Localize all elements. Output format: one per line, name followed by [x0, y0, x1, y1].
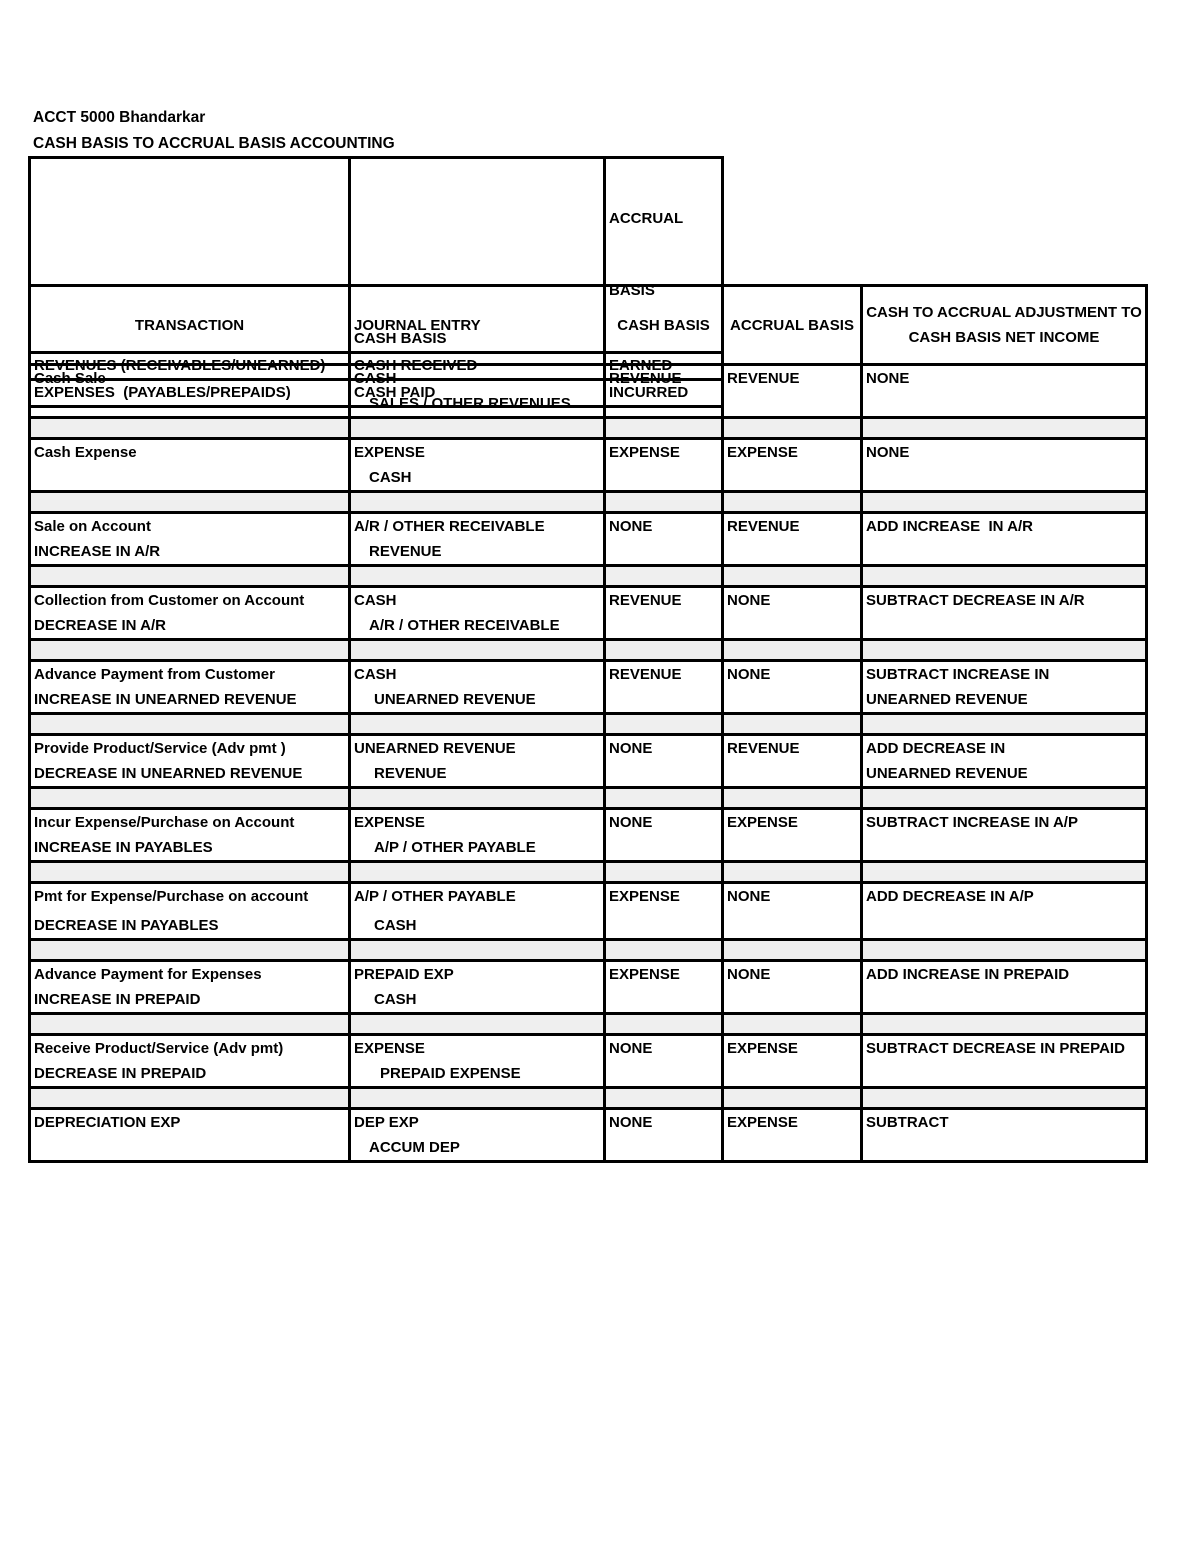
journal-credit: PREPAID EXPENSE — [380, 1065, 521, 1082]
table-row — [30, 961, 1147, 1014]
summary-cash: CASH PAID — [350, 380, 605, 407]
journal-entry-cell — [350, 439, 605, 492]
table-row — [30, 883, 1147, 940]
table-row — [30, 809, 1147, 862]
spacer-row — [30, 862, 1147, 883]
adjustment-cell — [862, 735, 1147, 788]
accrual-basis-cell: NONE — [723, 661, 862, 714]
summary-accrual: INCURRED — [605, 380, 723, 407]
journal-credit: UNEARNED REVENUE — [374, 691, 536, 708]
adjustment-line1: ADD DECREASE IN A/P — [866, 888, 1034, 905]
transaction-cell — [30, 439, 350, 492]
cash-basis-cell: REVENUE — [605, 661, 723, 714]
adjustment-line2: UNEARNED REVENUE — [866, 765, 1028, 782]
summary-header-accrual-line2: BASIS — [609, 282, 655, 299]
transaction-name: Advance Payment from Customer — [34, 666, 275, 683]
transaction-cell — [30, 365, 350, 418]
spacer-row — [30, 940, 1147, 961]
adjustment-line1: NONE — [866, 370, 910, 387]
spacer-row — [30, 492, 1147, 513]
spacer-row — [30, 714, 1147, 735]
adjustment-line1: SUBTRACT INCREASE IN A/P — [866, 814, 1078, 831]
accrual-basis-cell: EXPENSE — [723, 1109, 862, 1162]
header-cash-basis: CASH BASIS — [605, 286, 723, 365]
adjustment-cell — [862, 661, 1147, 714]
adjustment-line1: SUBTRACT INCREASE IN — [866, 666, 1050, 683]
journal-credit: A/R / OTHER RECEIVABLE — [369, 617, 560, 634]
journal-debit: UNEARNED REVENUE — [354, 740, 516, 757]
journal-debit: DEP EXP — [354, 1114, 419, 1131]
adjustment-cell — [862, 1035, 1147, 1088]
header-transaction: TRANSACTION — [30, 286, 350, 365]
table-row — [30, 661, 1147, 714]
transaction-cell — [30, 809, 350, 862]
table-row — [30, 365, 1147, 418]
adjustment-cell — [862, 513, 1147, 566]
accrual-basis-cell: NONE — [723, 587, 862, 640]
journal-entry-cell — [350, 1035, 605, 1088]
transaction-cell — [30, 1035, 350, 1088]
table-row — [30, 439, 1147, 492]
transaction-effect: DECREASE IN A/R — [34, 617, 166, 634]
transaction-effect: INCREASE IN PAYABLES — [34, 839, 213, 856]
journal-credit: SALES / OTHER REVENUES — [369, 395, 571, 412]
journal-entry-cell — [350, 365, 605, 418]
journal-entry-cell — [350, 735, 605, 788]
cash-basis-cell: NONE — [605, 513, 723, 566]
cash-basis-cell: EXPENSE — [605, 883, 723, 940]
journal-credit: CASH — [374, 917, 417, 934]
transaction-name: Pmt for Expense/Purchase on account — [34, 888, 309, 905]
course-title: ACCT 5000 Bhandarkar — [33, 109, 206, 126]
cash-basis-cell: NONE — [605, 735, 723, 788]
accrual-basis-cell: EXPENSE — [723, 809, 862, 862]
transaction-name: Incur Expense/Purchase on Account — [34, 814, 295, 831]
header-accrual-basis: ACCRUAL BASIS — [723, 286, 862, 365]
adjustment-cell — [862, 365, 1147, 418]
transaction-effect: DECREASE IN PAYABLES — [34, 917, 219, 934]
transaction-cell — [30, 735, 350, 788]
journal-entry-cell — [350, 961, 605, 1014]
spacer-row — [30, 788, 1147, 809]
cash-basis-cell: NONE — [605, 1035, 723, 1088]
summary-header-accrual-line1: ACCRUAL — [609, 210, 684, 227]
adjustment-cell — [862, 809, 1147, 862]
table-row — [30, 1109, 1147, 1162]
table-row — [30, 587, 1147, 640]
transaction-effect: INCREASE IN PREPAID — [34, 991, 201, 1008]
accrual-basis-cell: REVENUE — [723, 513, 862, 566]
adjustment-line1: SUBTRACT DECREASE IN A/R — [866, 592, 1085, 609]
transaction-cell — [30, 587, 350, 640]
adjustment-line1: ADD INCREASE IN PREPAID — [866, 966, 1070, 983]
transaction-cell — [30, 661, 350, 714]
adjustment-line1: SUBTRACT DECREASE IN PREPAID — [866, 1040, 1125, 1057]
journal-entry-cell — [350, 587, 605, 640]
transaction-name: Receive Product/Service (Adv pmt) — [34, 1040, 284, 1057]
table-row — [30, 735, 1147, 788]
transactions-header-row — [30, 286, 1147, 365]
header-journal-entry: JOURNAL ENTRY — [350, 286, 605, 365]
spacer-row — [30, 640, 1147, 661]
journal-entry-cell — [350, 513, 605, 566]
adjustment-cell — [862, 587, 1147, 640]
journal-debit: PREPAID EXP — [354, 966, 454, 983]
journal-debit: EXPENSE — [354, 444, 425, 461]
adjustment-line1: ADD INCREASE IN A/R — [866, 518, 1033, 535]
cash-basis-cell: NONE — [605, 809, 723, 862]
summary-label: REVENUES (RECEIVABLES/UNEARNED) — [30, 353, 350, 380]
adjustment-line2: UNEARNED REVENUE — [866, 691, 1028, 708]
transaction-effect: DECREASE IN PREPAID — [34, 1065, 207, 1082]
adjustment-line1: SUBTRACT — [866, 1114, 949, 1131]
journal-entry-cell — [350, 809, 605, 862]
transactions-table — [28, 284, 1148, 1163]
journal-debit: CASH — [354, 370, 397, 387]
journal-debit: CASH — [354, 666, 397, 683]
accrual-basis-cell: EXPENSE — [723, 439, 862, 492]
cash-basis-cell: REVENUE — [605, 365, 723, 418]
table-row — [30, 513, 1147, 566]
adjustment-cell — [862, 439, 1147, 492]
journal-credit: ACCUM DEP — [369, 1139, 460, 1156]
journal-entry-cell — [350, 661, 605, 714]
journal-debit: A/R / OTHER RECEIVABLE — [354, 518, 545, 535]
transaction-cell — [30, 1109, 350, 1162]
transaction-name: Collection from Customer on Account — [34, 592, 305, 609]
transaction-effect: INCREASE IN A/R — [34, 543, 161, 560]
accrual-basis-cell: NONE — [723, 961, 862, 1014]
transaction-name: Provide Product/Service (Adv pmt ) — [34, 740, 286, 757]
adjustment-cell — [862, 1109, 1147, 1162]
adjustment-cell — [862, 961, 1147, 1014]
journal-credit: REVENUE — [369, 543, 442, 560]
table-row — [30, 1035, 1147, 1088]
journal-credit: REVENUE — [374, 765, 447, 782]
adjustment-line1: NONE — [866, 444, 910, 461]
transaction-name: Advance Payment for Expenses — [34, 966, 262, 983]
summary-label: EXPENSES (PAYABLES/PREPAIDS) — [30, 380, 350, 407]
cash-basis-cell: EXPENSE — [605, 961, 723, 1014]
transaction-cell — [30, 883, 350, 940]
accrual-basis-cell: REVENUE — [723, 735, 862, 788]
journal-debit: CASH — [354, 592, 397, 609]
journal-debit: EXPENSE — [354, 814, 425, 831]
accrual-basis-cell: EXPENSE — [723, 1035, 862, 1088]
transaction-effect: DECREASE IN UNEARNED REVENUE — [34, 765, 303, 782]
journal-entry-cell — [350, 1109, 605, 1162]
cash-basis-cell: REVENUE — [605, 587, 723, 640]
document-title: CASH BASIS TO ACCRUAL BASIS ACCOUNTING — [33, 135, 395, 152]
adjustment-line1: ADD DECREASE IN — [866, 740, 1006, 757]
transaction-name: Cash Expense — [34, 444, 137, 461]
transaction-cell — [30, 513, 350, 566]
accrual-basis-cell: REVENUE — [723, 365, 862, 418]
transaction-name: Sale on Account — [34, 518, 151, 535]
summary-cash: CASH RECEIVED — [350, 353, 605, 380]
journal-credit: CASH — [374, 991, 417, 1008]
spacer-row — [30, 1088, 1147, 1109]
summary-header-cash: CASH BASIS — [350, 158, 605, 353]
transaction-effect: INCREASE IN UNEARNED REVENUE — [34, 691, 297, 708]
summary-accrual: EARNED — [605, 353, 723, 380]
transaction-cell — [30, 961, 350, 1014]
journal-credit: CASH — [369, 469, 412, 486]
journal-debit: A/P / OTHER PAYABLE — [354, 888, 516, 905]
cash-basis-cell: EXPENSE — [605, 439, 723, 492]
journal-credit: A/P / OTHER PAYABLE — [374, 839, 536, 856]
adjustment-cell — [862, 883, 1147, 940]
transaction-name: Cash Sale — [34, 370, 106, 387]
spacer-row — [30, 1014, 1147, 1035]
spacer-row — [30, 418, 1147, 439]
cash-basis-cell: NONE — [605, 1109, 723, 1162]
journal-debit: EXPENSE — [354, 1040, 425, 1057]
transaction-name: DEPRECIATION EXP — [34, 1114, 181, 1131]
journal-entry-cell — [350, 883, 605, 940]
spacer-row — [30, 566, 1147, 587]
accrual-basis-cell: NONE — [723, 883, 862, 940]
header-adjustment: CASH TO ACCRUAL ADJUSTMENT TO CASH BASIS NET INCOME — [862, 286, 1147, 365]
